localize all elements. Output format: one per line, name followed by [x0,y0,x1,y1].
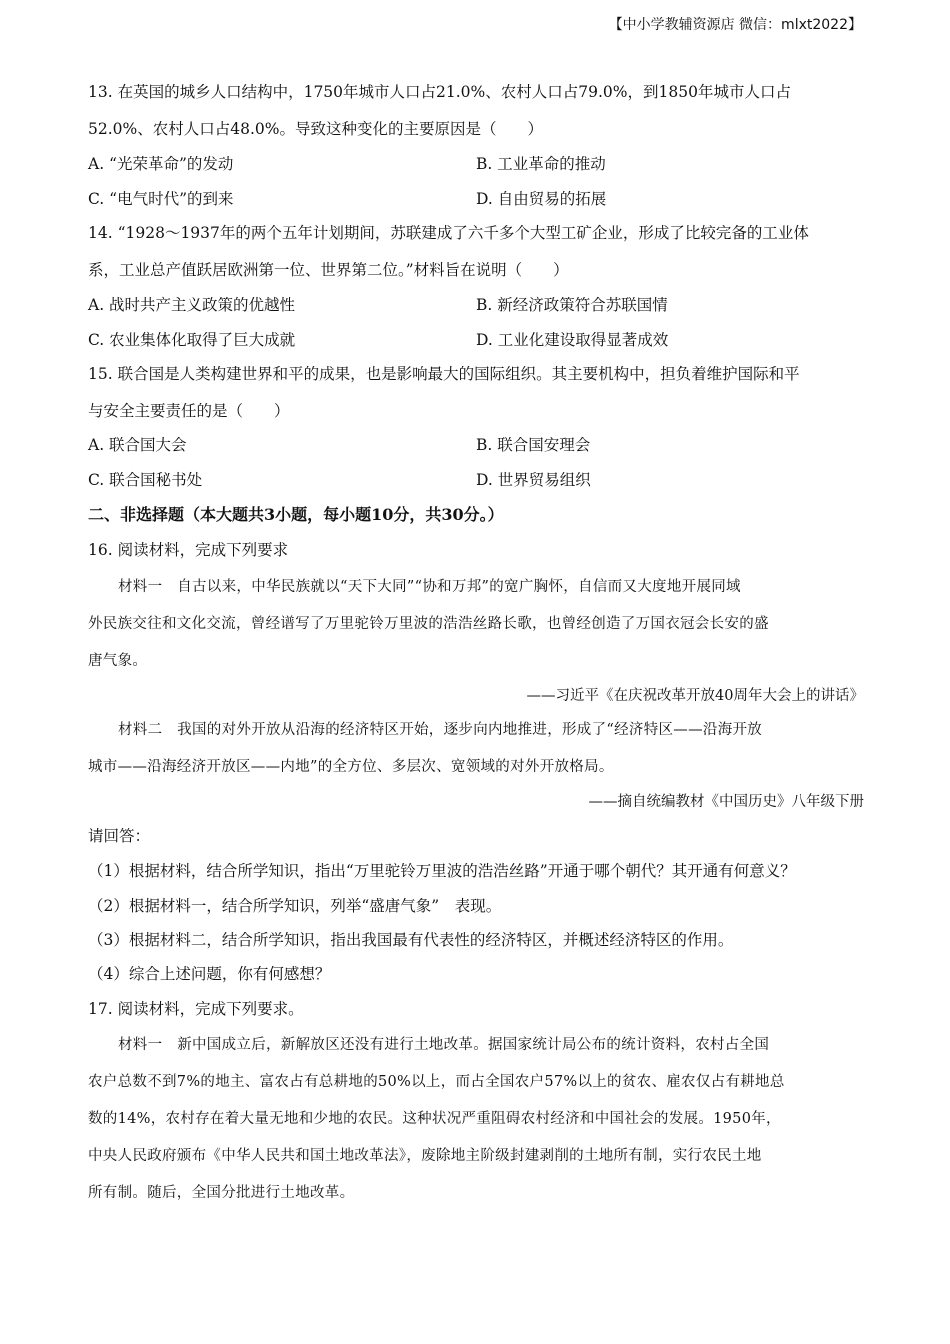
question-13-line-2: 52.0%、农村人口占48.0%。导致这种变化的主要原因是（ ） [88,120,543,138]
q16-subquestion-3: （3）根据材料二，结合所学知识，指出我国最有代表性的经济特区，并概述经济特区的作用。 [88,931,734,949]
question-15-option-a: A. 联合国大会 [88,436,187,454]
q16-material-1-line-1: 材料一 自古以来，中华民族就以“天下大同”“协和万邦”的宽广胸怀，自信而又大度地开展同域 [118,579,741,595]
q16-material-2-line-2: 城市——沿海经济开放区——内地”的全方位、多层次、宽领域的对外开放格局。 [88,759,614,775]
question-14-line-1: 14. “1928～1937年的两个五年计划期间，苏联建成了六千多个大型工矿企业，形成了比较完备的工业体 [88,224,809,242]
watermark-header: 【中小学教辅资源店 微信：mlxt2022】 [608,17,862,33]
q16-material-1-line-2: 外民族交往和文化交流，曾经谱写了万里驼铃万里波的浩浩丝路长歌，也曾经创造了万国衣冠会长安的盛 [88,616,769,632]
q17-material-1-line-4: 中央人民政府颁布《中华人民共和国土地改革法》，废除地主阶级封建剥削的土地所有制，实行农民土地 [88,1148,762,1164]
question-13-option-d: D. 自由贸易的拓展 [476,190,607,208]
q16-subquestion-2: （2）根据材料一，结合所学知识，列举“盛唐气象” 表现。 [88,897,502,915]
q17-material-1-line-5: 所有制。随后，全国分批进行土地改革。 [88,1185,355,1201]
question-15-option-d: D. 世界贸易组织 [476,471,591,489]
q16-subquestion-1: （1）根据材料，结合所学知识，指出“万里驼铃万里波的浩浩丝路”开通于哪个朝代？其开通有何意义？ [88,862,796,880]
question-13-option-c: C. “电气时代”的到来 [88,190,234,208]
question-13-option-b: B. 工业革命的推动 [476,155,606,173]
question-13-option-a: A. “光荣革命”的发动 [88,155,234,173]
question-15-line-2: 与安全主要责任的是（ ） [88,402,290,420]
question-14-option-a: A. 战时共产主义政策的优越性 [88,296,296,314]
q16-answer-prompt: 请回答： [88,827,151,845]
question-14-option-d: D. 工业化建设取得显著成效 [476,331,669,349]
q17-material-1-line-3: 数的14%，农村存在着大量无地和少地的农民。这种状况严重阻碍农村经济和中国社会的发展。1950年， [88,1111,781,1127]
section-2-heading: 二、非选择题（本大题共3小题，每小题10分，共30分。） [88,505,504,524]
question-14-option-b: B. 新经济政策符合苏联国情 [476,296,668,314]
question-17-title: 17. 阅读材料，完成下列要求。 [88,1000,304,1018]
q17-material-1-line-1: 材料一 新中国成立后，新解放区还没有进行土地改革。据国家统计局公布的统计资料，农村占全国 [118,1037,770,1053]
question-15-option-b: B. 联合国安理会 [476,436,591,454]
question-14-option-c: C. 农业集体化取得了巨大成就 [88,331,296,349]
q16-material-2-line-1: 材料二 我国的对外开放从沿海的经济特区开始，逐步向内地推进，形成了“经济特区——沿海开放 [118,722,763,738]
q16-material-1-line-3: 唐气象。 [88,653,148,669]
question-13-line-1: 13. 在英国的城乡人口结构中，1750年城市人口占21.0%、农村人口占79.0%，到1850年城市人口占 [88,83,791,101]
question-16-title: 16. 阅读材料，完成下列要求 [88,541,289,559]
q16-material-1-source: ——习近平《在庆祝改革开放40周年大会上的讲话》 [526,688,864,704]
question-15-line-1: 15. 联合国是人类构建世界和平的成果，也是影响最大的国际组织。其主要机构中，担负着维护国际和平 [88,365,800,383]
question-15-option-c: C. 联合国秘书处 [88,471,203,489]
q17-material-1-line-2: 农户总数不到7%的地主、富农占有总耕地的50%以上，而占全国农户57%以上的贫农、雇农仅占有耕地总 [88,1074,785,1090]
q16-subquestion-4: （4）综合上述问题，你有何感想？ [88,965,331,983]
question-14-line-2: 系，工业总产值跃居欧洲第一位、世界第二位。”材料旨在说明（ ） [88,261,569,279]
q16-material-2-source: ——摘自统编教材《中国历史》八年级下册 [588,794,864,810]
